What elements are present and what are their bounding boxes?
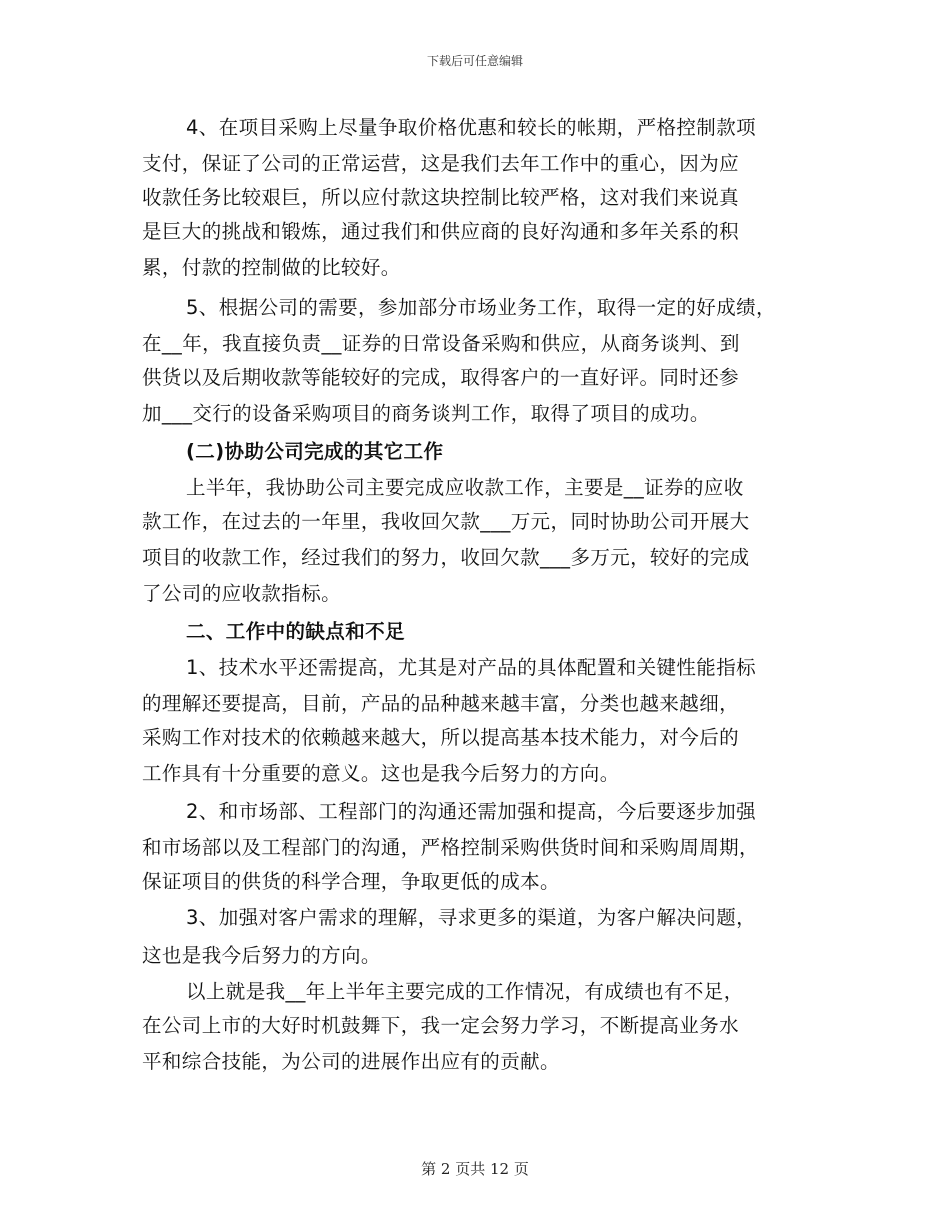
paragraph-line: 平和综合技能，为公司的进展作出应有的贡献。 (142, 1050, 560, 1073)
paragraph-line: 在__年，我直接负责__证券的日常设备采购和供应，从商务谈判、到 (142, 332, 740, 355)
paragraph-line: 1、技术水平还需提高，尤其是对产品的具体配置和关键性能指标 (186, 656, 757, 679)
paragraph-line: 上半年，我协助公司主要完成应收款工作，主要是__证券的应收 (186, 476, 744, 499)
paragraph-line: 支付，保证了公司的正常运营，这是我们去年工作中的重心，因为应 (142, 152, 740, 175)
paragraph-line: 这也是我今后努力的方向。 (142, 944, 381, 967)
paragraph-line: 和市场部以及工程部门的沟通，严格控制采购供货时间和采购周周期， (142, 836, 759, 859)
paragraph-line: 是巨大的挑战和锻炼，通过我们和供应商的良好沟通和多年关系的积 (142, 220, 740, 243)
paragraph-line: 收款任务比较艰巨，所以应付款这块控制比较严格，这对我们来说真 (142, 186, 740, 209)
paragraph-line: 以上就是我__年上半年主要完成的工作情况，有成绩也有不足， (186, 980, 744, 1003)
paragraph-line: 累，付款的控制做的比较好。 (142, 256, 401, 279)
paragraph-line: 2、和市场部、工程部门的沟通还需加强和提高，今后要逐步加强 (186, 800, 757, 823)
paragraph-line: 在公司上市的大好时机鼓舞下，我一定会努力学习，不断提高业务水 (142, 1014, 740, 1037)
paragraph-line: 3、加强对客户需求的理解，寻求更多的渠道，为客户解决问题， (186, 906, 757, 929)
paragraph-line: 4、在项目采购上尽量争取价格优惠和较长的帐期，严格控制款项 (186, 116, 757, 139)
paragraph-line: 项目的收款工作，经过我们的努力，收回欠款___多万元，较好的完成 (142, 546, 750, 569)
paragraph-line: 采购工作对技术的依赖越来越大，所以提高基本技术能力，对今后的 (142, 726, 740, 749)
paragraph-line: 款工作，在过去的一年里，我收回欠款___万元，同时协助公司开展大 (142, 510, 750, 533)
paragraph-line: 工作具有十分重要的意义。这也是我今后努力的方向。 (142, 762, 620, 785)
paragraph-line: 保证项目的供货的科学合理，争取更低的成本。 (142, 870, 560, 893)
paragraph-line: 加___交行的设备采购项目的商务谈判工作，取得了项目的成功。 (142, 402, 710, 425)
paragraph-line: 了公司的应收款指标。 (142, 582, 342, 605)
paragraph-line: 的理解还要提高，目前，产品的品种越来越丰富，分类也越来越细， (142, 692, 740, 715)
section-heading: 二、工作中的缺点和不足 (186, 620, 405, 643)
page-footer: 第 2 页共 12 页 (421, 1160, 529, 1178)
paragraph-line: 5、根据公司的需要，参加部分市场业务工作，取得一定的好成绩， (186, 296, 776, 319)
section-heading: (二)协助公司完成的其它工作 (186, 440, 444, 463)
paragraph-line: 供货以及后期收款等能较好的完成，取得客户的一直好评。同时还参 (142, 366, 740, 389)
page-header: 下载后可任意编辑 (426, 54, 523, 68)
